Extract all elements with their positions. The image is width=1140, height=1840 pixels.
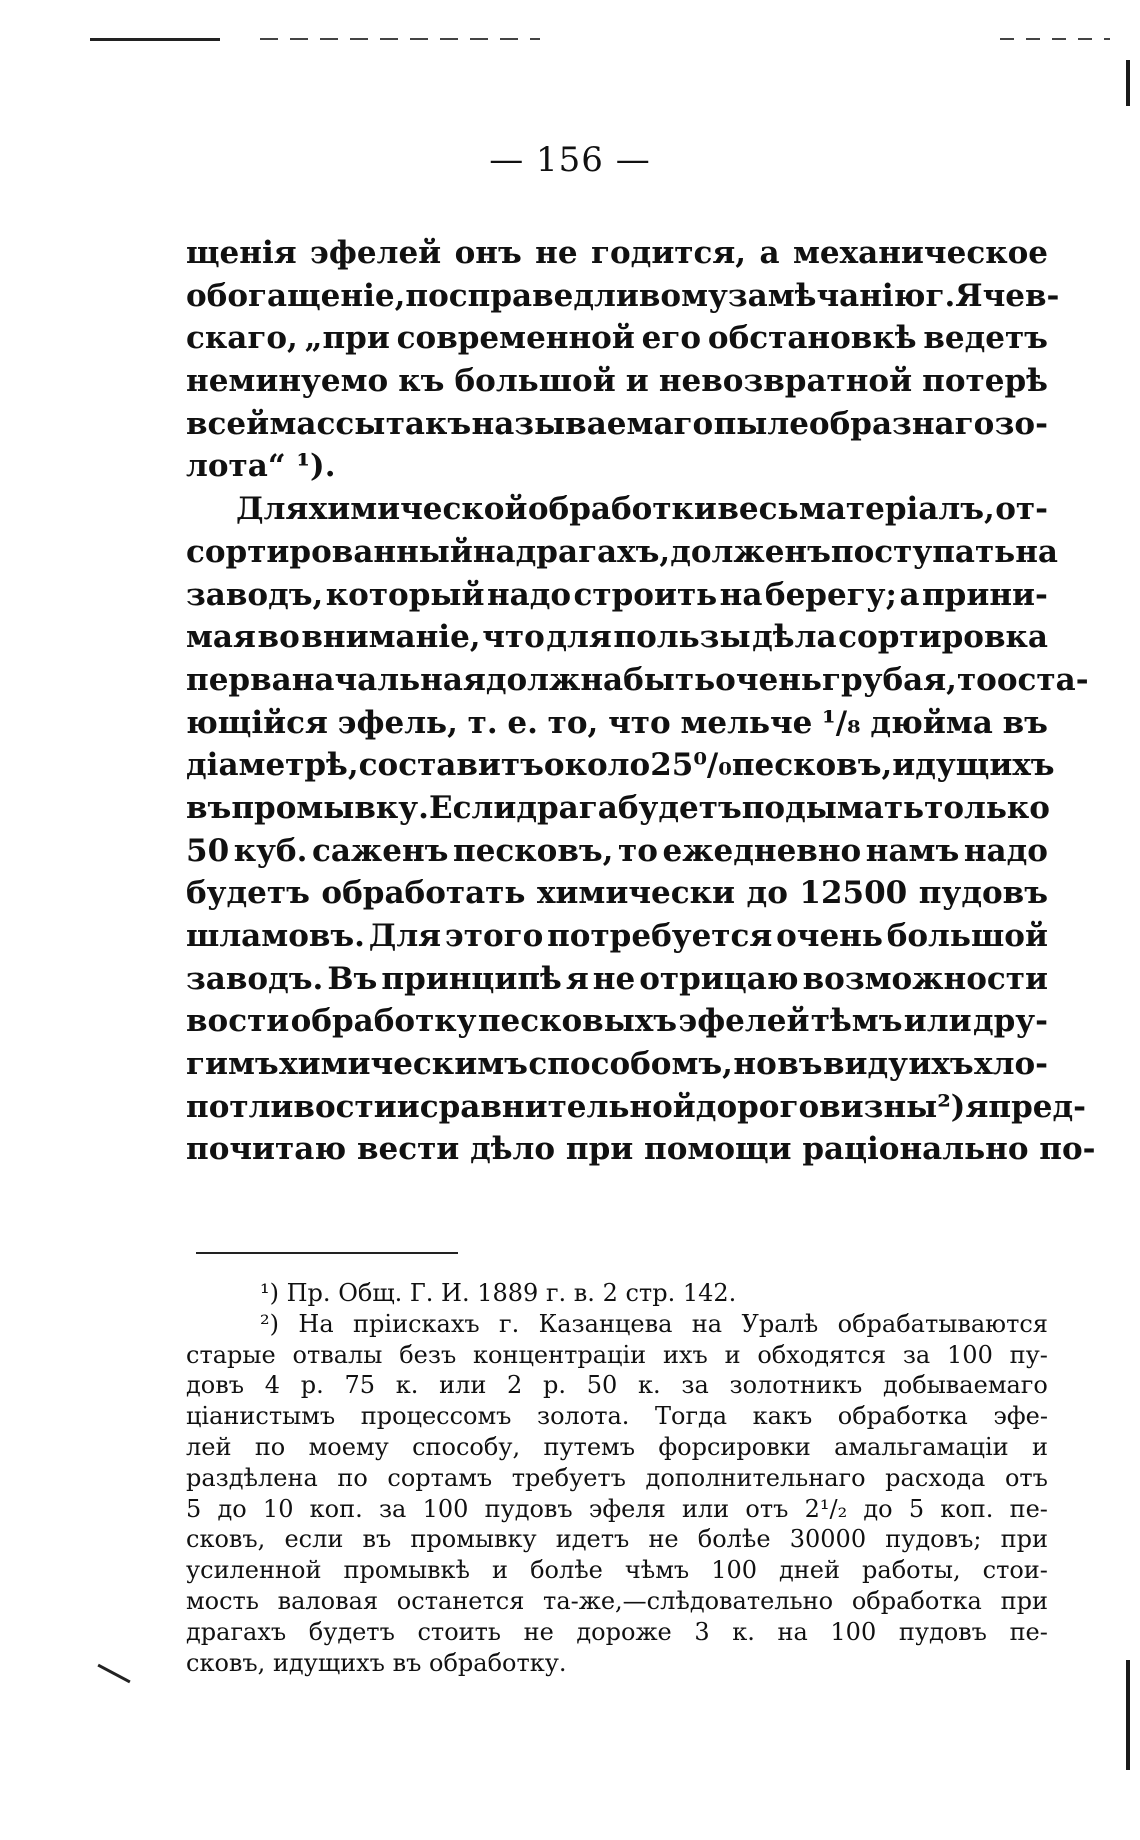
scan-edge-bar — [1126, 1660, 1130, 1770]
body-line: Для химической обработки весь матеріалъ, от- — [236, 491, 1048, 528]
footnote-line: сковъ, если въ промывку идетъ не болѣе 30000 пудовъ; при — [186, 1525, 1048, 1554]
footnote-line: ціанистымъ процессомъ золота. Тогда какъ обработка эфе- — [186, 1402, 1048, 1431]
body-line: неминуемо къ большой и невозвратной потерѣ — [186, 363, 1048, 400]
footnote-line: 5 до 10 коп. за 100 пудовъ эфеля или отъ 2¹/₂ до 5 коп. пе- — [186, 1494, 1048, 1523]
footnote-line: усиленной промывкѣ и болѣе чѣмъ 100 дней работы, стои- — [186, 1556, 1048, 1585]
body-line: въ промывку. Если драга будетъ подымать только — [186, 789, 1050, 826]
body-line: щенія эфелей онъ не годится, а механическое — [186, 235, 1048, 271]
footnote-line: лей по моему способу, путемъ форсировки амальгамаціи и — [186, 1432, 1048, 1461]
footnote-line: ¹) Пр. Общ. Г. И. 1889 г. в. 2 стр. 142. — [260, 1279, 737, 1307]
scan-edge-mark — [1000, 38, 1110, 40]
body-text — [186, 232, 1096, 1171]
footnote-divider — [196, 1252, 458, 1254]
scan-edge-mark — [90, 38, 220, 41]
body-line: всей массы такъ называемаго пылеобразнаго зо- — [186, 405, 1048, 442]
scan-edge-bar — [1126, 60, 1130, 106]
body-line: будетъ обработать химически до 12500 пудовъ — [186, 875, 1048, 912]
scan-edge-mark — [97, 1664, 130, 1684]
body-line: 50 куб. саженъ песковъ, то ежедневно намъ надо — [186, 832, 1048, 869]
footnote-line: старые отвалы безъ концентраціи ихъ и обходятся за 100 пу- — [186, 1340, 1048, 1369]
body-line: потливости и сравнительной дороговизны ²) я пред- — [186, 1088, 1087, 1125]
body-line: скаго, „при современной его обстановкѣ ведетъ — [186, 320, 1048, 357]
footnote-line: ²) На пріискахъ г. Казанцева на Уралѣ обрабатываются — [260, 1309, 1048, 1338]
scan-edge-mark — [260, 38, 540, 40]
body-line: перваначальная должна быть очень грубая, то оста- — [186, 661, 1089, 698]
body-line: почитаю вести дѣло при помощи раціонально по- — [186, 1131, 1096, 1168]
page-number: — 156 — — [489, 140, 651, 180]
body-line: шламовъ. Для этого потребуется очень большой — [186, 918, 1048, 954]
body-line: діаметрѣ, составитъ около 25⁰/₀ песковъ, идущихъ — [186, 747, 1055, 784]
footnote-line: драгахъ будетъ стоить не дороже 3 к. на 100 пудовъ пе- — [186, 1617, 1048, 1646]
footnote-line: мость валовая останется та-же,—слѣдовательно обработка при — [186, 1586, 1048, 1615]
body-line: ющійся эфель, т. е. то, что мельче ¹/₈ дюйма въ — [186, 704, 1048, 741]
body-line: лота“ ¹). — [186, 448, 336, 485]
body-line: вости обработку песковыхъ эфелей тѣмъ или дру- — [186, 1003, 1048, 1040]
footnotes — [186, 1278, 1048, 1678]
footnote-line: раздѣлена по сортамъ требуетъ дополнительнаго расхода отъ — [186, 1463, 1048, 1492]
body-line: заводъ. Въ принципѣ я не отрицаю возможности — [186, 960, 1048, 997]
footnote-line: довъ 4 р. 75 к. или 2 р. 50 к. за золотникъ добываемаго — [186, 1371, 1048, 1400]
footnote-line: сковъ, идущихъ въ обработку. — [186, 1648, 567, 1677]
body-line: заводъ, который надо строить на берегу; а прини- — [186, 576, 1048, 613]
body-line: сортированный на драгахъ, долженъ поступать на — [186, 533, 1059, 570]
body-line: обогащеніе, по справедливому замѣчанію г. Ячев- — [186, 277, 1060, 314]
body-line: гимъ химическимъ способомъ, но въ виду ихъ хло- — [186, 1046, 1048, 1083]
body-line: мая во вниманіе, что для пользы дѣла сортировка — [186, 619, 1048, 656]
